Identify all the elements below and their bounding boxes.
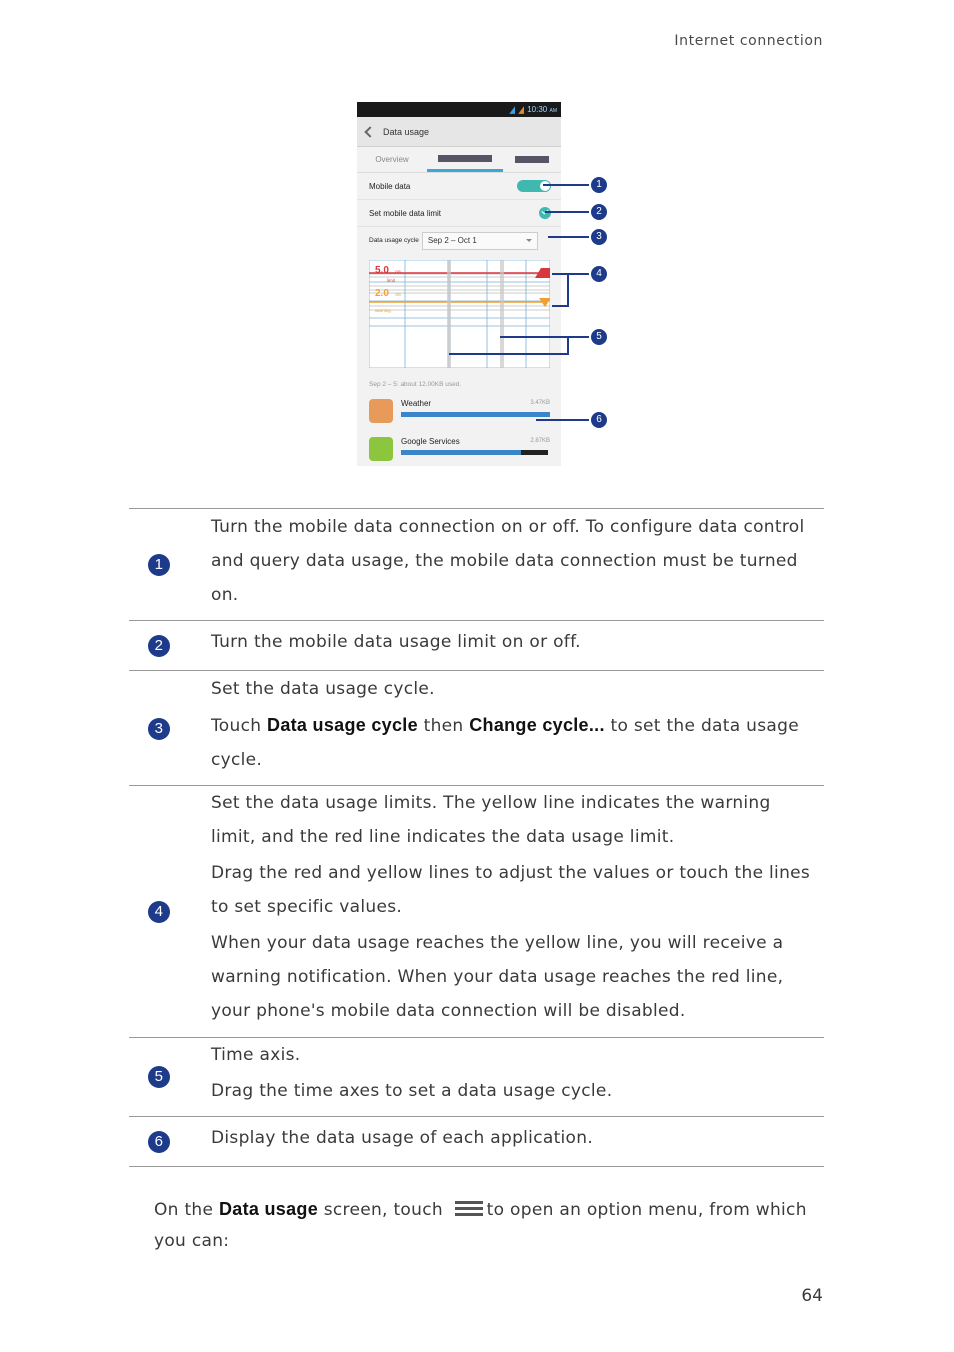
redacted-tab-label (438, 155, 492, 162)
tab-wifi[interactable] (503, 147, 561, 172)
data-cycle-row (357, 227, 561, 254)
footer-rest: to open an option menu, from which you can: (154, 1200, 807, 1251)
description-text: Set the data usage cycle. (211, 679, 435, 699)
usage-note: Sep 2 – 5: about 12.00KB used. (369, 381, 462, 388)
data-usage-cycle-term: Data usage cycle (267, 715, 418, 735)
data-cycle-label: Data usage cycle (369, 237, 419, 244)
usage-chart (369, 260, 550, 368)
footer-on-the: On the (154, 1200, 214, 1220)
mobile-data-row[interactable] (357, 173, 561, 200)
change-cycle-term: Change cycle... (469, 715, 605, 735)
app-name: Google Services (401, 437, 460, 446)
mobile-data-toggle[interactable] (517, 180, 551, 192)
data-usage-term: Data usage (218, 1199, 319, 1219)
back-icon[interactable] (363, 125, 373, 139)
callout-6: 6 (591, 412, 607, 428)
wifi-signal-icon (509, 106, 515, 114)
tab-mobile[interactable] (427, 147, 503, 172)
action-bar (357, 117, 561, 147)
usage-bar (401, 450, 521, 455)
usage-bar-remainder (521, 450, 548, 455)
check-icon[interactable] (539, 207, 551, 219)
warning-value: 2.0 (375, 288, 389, 299)
data-cycle-value: Sep 2 – Oct 1 (427, 236, 477, 245)
data-limit-label: Set mobile data limit (369, 208, 442, 218)
description-text-2 (211, 708, 820, 777)
warning-text: warning (375, 308, 391, 313)
callout-line-1 (543, 184, 589, 186)
description-text: Turn the mobile data connection on or off. To configure data control and query data usage, the mobile data connection must be turned on. (211, 517, 805, 605)
callout-line-3 (548, 236, 589, 238)
callout-1: 1 (591, 177, 607, 193)
status-time: 10:30 (527, 105, 548, 114)
description-table (129, 508, 824, 1167)
cell-signal-icon (518, 106, 524, 114)
description-text: Time axis. (211, 1045, 301, 1065)
row-number-3: 3 (148, 718, 170, 740)
description-row-4 (129, 786, 824, 1038)
description-text-2: Drag the time axes to set a data usage cycle. (211, 1081, 613, 1101)
data-cycle-select[interactable] (422, 232, 538, 250)
status-bar (357, 102, 561, 117)
description-text: Turn the mobile data usage limit on or off. (211, 632, 581, 652)
callout-line-2 (545, 211, 589, 213)
app-row-weather[interactable] (369, 397, 550, 427)
warning-unit: GB (395, 292, 401, 297)
weather-app-icon (369, 399, 393, 423)
running-header: Internet connection (674, 33, 823, 49)
redacted-tab-label (515, 156, 549, 163)
footer-mid: screen, touch (323, 1200, 443, 1220)
description-row-3 (129, 672, 824, 786)
callout-line-6 (536, 419, 589, 421)
callout-2: 2 (591, 204, 607, 220)
callout-line-4 (552, 273, 589, 275)
limit-unit: GB (395, 269, 401, 274)
app-size: 3.47KB (530, 400, 550, 406)
usage-bar (401, 412, 550, 417)
row-number-6: 6 (148, 1131, 170, 1153)
app-name: Weather (401, 399, 432, 408)
touch-word: Touch (211, 716, 262, 736)
screen-title: Data usage (383, 126, 430, 137)
app-size: 2.87KB (530, 438, 550, 444)
then-word: then (423, 716, 464, 736)
description-row-2 (129, 621, 824, 671)
time-axis-end (500, 260, 504, 368)
description-text-3: When your data usage reaches the yellow line, you will receive a warning notification. When your data usage reaches the red line, your phone's mobile data connection will be disabled. (211, 933, 784, 1021)
description-row-6 (129, 1117, 824, 1167)
description-text-2: Drag the red and yellow lines to adjust the values or touch the lines to set specific values. (211, 863, 811, 917)
callout-4: 4 (591, 266, 607, 282)
footer-paragraph (154, 1194, 826, 1257)
description-row-1 (129, 509, 824, 621)
callout-5: 5 (591, 329, 607, 345)
time-axis-start (447, 260, 451, 368)
description-text: Display the data usage of each application. (211, 1128, 594, 1148)
description-row-5 (129, 1038, 824, 1117)
status-ampm: AM (549, 108, 557, 114)
page-number: 64 (801, 1286, 823, 1306)
row-number-5: 5 (148, 1066, 170, 1088)
mobile-data-label: Mobile data (369, 181, 411, 191)
row-number-2: 2 (148, 635, 170, 657)
callout-3: 3 (591, 229, 607, 245)
callout-line-5b (449, 353, 569, 355)
row-number-4: 4 (148, 901, 170, 923)
description-text: Set the data usage limits. The yellow line indicates the warning limit, and the red line indicates the data usage limit. (211, 793, 771, 847)
rest-text: to set the data usage cycle. (211, 716, 799, 770)
chevron-down-icon (526, 239, 532, 242)
callout-line-4b (552, 305, 569, 307)
phone-screenshot (357, 102, 561, 466)
callout-vline-4 (567, 273, 569, 307)
menu-icon (455, 1199, 483, 1217)
android-app-icon (369, 437, 393, 461)
callout-line-5a (500, 336, 589, 338)
app-row-google-services[interactable] (369, 435, 550, 465)
data-limit-row[interactable] (357, 200, 561, 227)
limit-text: limit (387, 278, 395, 283)
row-number-1: 1 (148, 554, 170, 576)
tab-overview[interactable]: Overview (375, 155, 409, 164)
tab-row (357, 147, 561, 173)
limit-value: 5.0 (375, 265, 389, 276)
